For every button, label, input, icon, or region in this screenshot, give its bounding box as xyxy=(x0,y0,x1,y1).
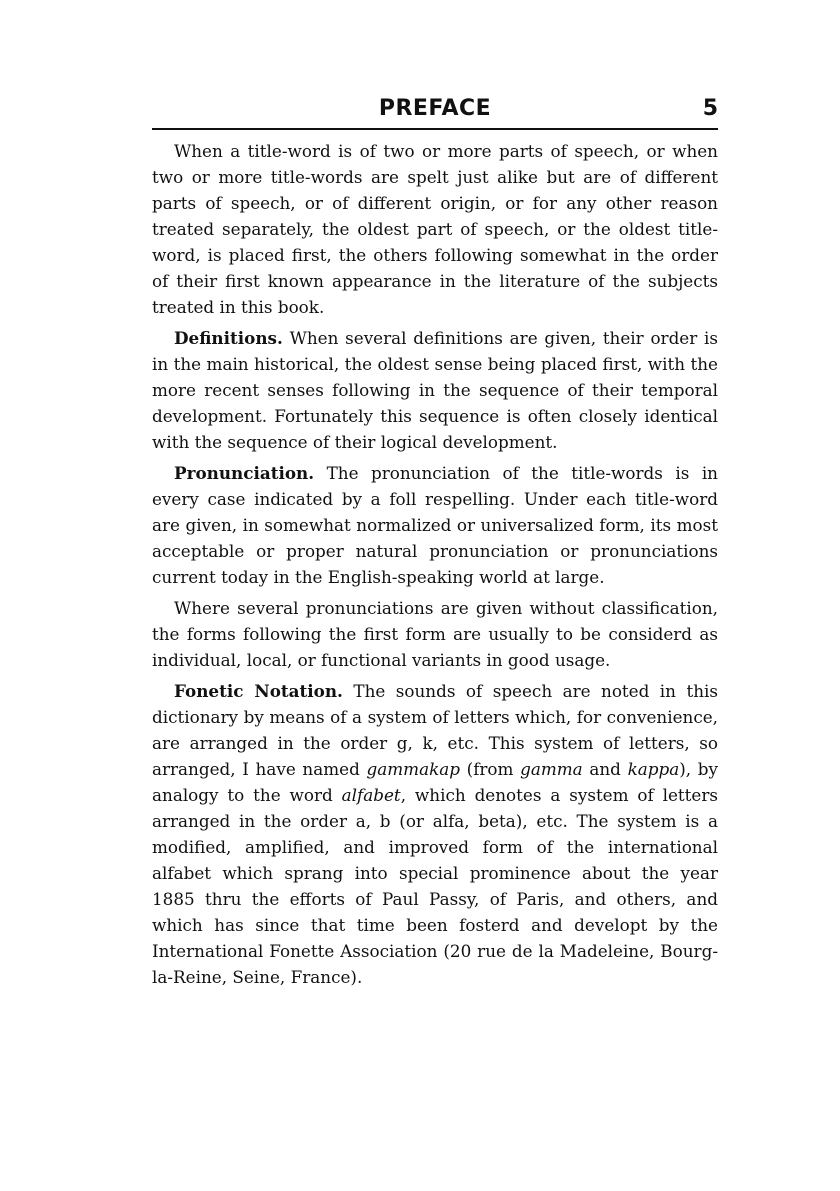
paragraph-text: The pronunciation of the title-words is in every case indicated by a foll respelling. Under each title-word are given, in somewhat normalized or universalized form, its most acceptable or proper natural pronunciation or pronunciations current today in the English-speaking world at large. xyxy=(152,463,718,587)
paragraph-text: Where several pronunciations are given without classification, the forms following the first form are usually to be considerd as individual, local, or functional variants in good usage. xyxy=(152,598,718,670)
page-number: 5 xyxy=(702,96,718,121)
paragraph-text: When a title-word is of two or more parts of speech, or when two or more title-words are spelt just alike but are of different parts of speech, or of different origin, or for any other reason treated separately, the oldest part of speech, or the oldest title-word, is placed first, the others following somewhat in the order of their first known appearance in the literature of the subjects treated in this book. xyxy=(152,141,718,317)
section-heading-definitions: Definitions. xyxy=(174,328,283,348)
italic-term-gammakap: gammakap xyxy=(366,759,460,779)
paragraph-title-word-order xyxy=(152,138,718,320)
paragraph-text: ), by analogy to the word xyxy=(152,759,718,805)
paragraph-text: The sounds of speech are noted in this dictionary by means of a system of letters which, for convenience, are arranged in the order g, k, etc. This system of letters, so arranged, I have named xyxy=(152,681,718,779)
italic-term-gamma: gamma xyxy=(520,759,583,779)
paragraph-text: , which denotes a system of letters arranged in the order a, b (or alfa, beta), etc. The system is a modified, amplified, and improved form of the international alfabet which sprang into special prominence about the year 1885 thru the efforts of Paul Passy, of Paris, and others, and which has since that time been fosterd and developt by the International Fonette Association (20 rue de la Madeleine, Bourg-la-Reine, Seine, France). xyxy=(152,785,718,987)
body-text xyxy=(152,138,718,990)
book-page xyxy=(152,92,718,995)
paragraph-text: When several definitions are given, their order is in the main historical, the oldest sense being placed first, with the more recent senses following in the sequence of their temporal development. Fortunately this sequence is often closely identical with the sequence of their logical development. xyxy=(152,328,718,452)
running-head xyxy=(152,92,718,130)
paragraph-pronunciation xyxy=(152,460,718,590)
section-heading-fonetic-notation: Fonetic Notation. xyxy=(174,681,343,701)
section-heading-pronunciation: Pronunciation. xyxy=(174,463,315,483)
paragraph-pronunciation-variants xyxy=(152,595,718,673)
page-title: PREFACE xyxy=(378,96,492,121)
italic-term-kappa: kappa xyxy=(627,759,680,779)
paragraph-text: (from xyxy=(460,759,521,779)
paragraph-definitions xyxy=(152,325,718,455)
paragraph-fonetic-notation xyxy=(152,678,718,990)
paragraph-text: and xyxy=(582,759,628,779)
italic-term-alfabet: alfabet xyxy=(341,785,401,805)
